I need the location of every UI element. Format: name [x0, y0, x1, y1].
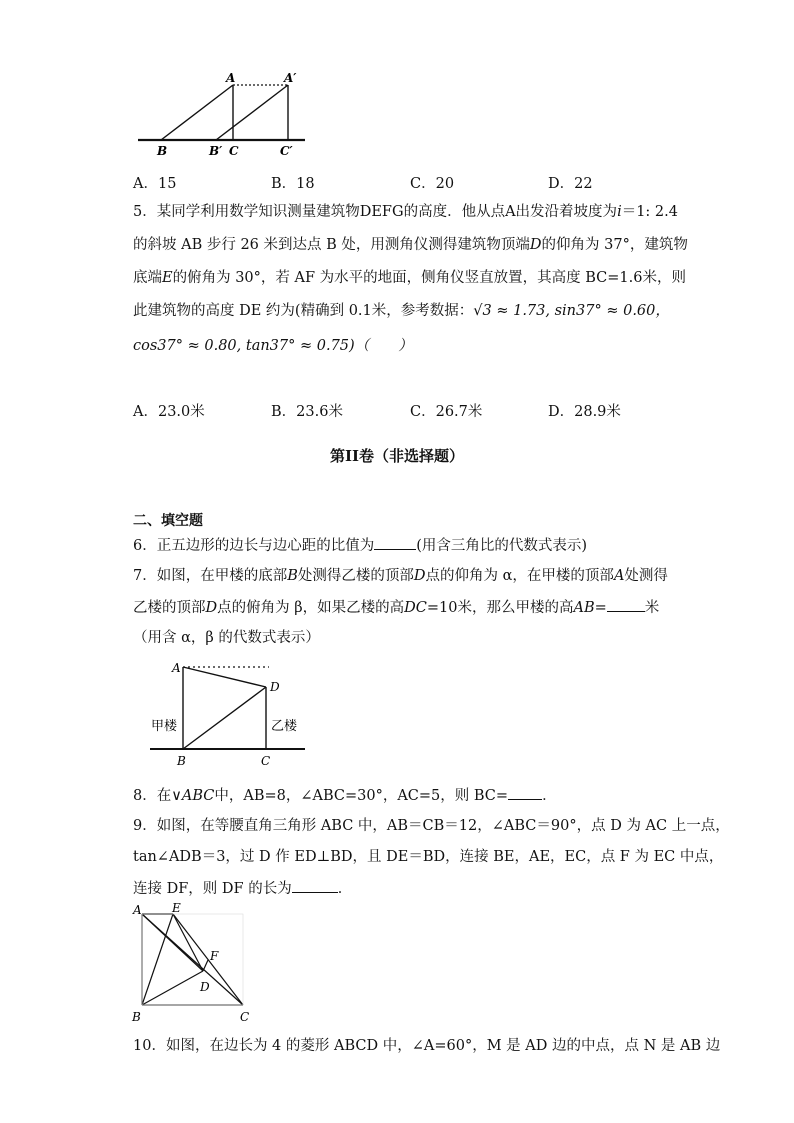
fig2-label-D: D: [270, 680, 280, 694]
fig1-label-A-prime: A′: [284, 71, 297, 85]
figure-slope-translation: [133, 68, 313, 160]
q6-answer-blank: [374, 535, 416, 550]
q7-line-1: 7．如图，在甲楼的底部B处测得乙楼的顶部D点的仰角为 α，在甲楼的顶部A处测得: [133, 568, 668, 584]
q5-line-3: 底端E的俯角为 30°，若 AF 为水平的地面，侧角仪竖直放置，其高度 BC=1.6米，则: [133, 270, 686, 286]
q4-option-b: B．18: [271, 176, 315, 192]
fig1-label-C-prime: C′: [280, 144, 293, 158]
q8-answer-blank: [508, 785, 542, 800]
q7-answer-blank: [607, 597, 645, 612]
figure-two-buildings: [145, 658, 310, 770]
q5-option-b: B．23.6米: [271, 404, 343, 420]
q5-option-c: C．26.7米: [410, 404, 483, 420]
q9-line-1: 9．如图，在等腰直角三角形 ABC 中，AB＝CB＝12，∠ABC＝90°，点 D 为 AC 上一点，: [133, 818, 730, 834]
fig3-label-D: D: [200, 980, 210, 994]
section-title: 第II卷（非选择题）: [329, 447, 465, 465]
q7-line-3: （用含 α，β 的代数式表示）: [133, 630, 320, 646]
fig3-label-B: B: [132, 1010, 141, 1024]
q9-line-3: 连接 DF，则 DF 的长为 ．: [133, 878, 352, 899]
q5-line-5: cos37° ≈ 0.80, tan37° ≈ 0.75)（ ）: [133, 338, 413, 354]
q5-line-1: 5．某同学利用数学知识测量建筑物DEFG的高度．他从点A出发沿着坡度为i＝1: 2.4: [133, 204, 678, 220]
q4-option-a: A．15: [133, 176, 177, 192]
q9-line-2: tan∠ADB＝3，过 D 作 ED⊥BD，且 DE＝BD，连接 BE，AE，EC，点 F 为 EC 中点，: [133, 849, 724, 865]
q5-option-d: D．28.9米: [548, 404, 621, 420]
fig2-label-C: C: [261, 754, 271, 768]
q6-line: 6．正五边形的边长与边心距的比值为 (用含三角比的代数式表示): [133, 535, 587, 556]
q10-line: 10．如图，在边长为 4 的菱形 ABCD 中，∠A=60°，M 是 AD 边的中点，点 N 是 AB 边: [133, 1038, 721, 1054]
fig1-label-A: A: [226, 71, 236, 85]
q5-line-2: 的斜坡 AB 步行 26 米到达点 B 处，用测角仪测得建筑物顶端D的仰角为 37°，建筑物: [133, 237, 688, 253]
q5-line-4: 此建筑物的高度 DE 约为(精确到 0.1米，参考数据：√3 ≈ 1.73, sin37° ≈ 0.60，: [133, 303, 670, 319]
fig2-label-A: A: [172, 661, 181, 675]
q8-line: 8．在∨ABC中，AB=8，∠ABC=30°，AC=5，则 BC= ．: [133, 785, 557, 806]
fig1-label-B-prime: B′: [209, 144, 223, 158]
q9-answer-blank: [292, 878, 338, 893]
fig3-label-C: C: [240, 1010, 250, 1024]
fig3-label-F: F: [210, 949, 219, 963]
fig2-label-building-jia: 甲楼: [151, 719, 178, 734]
fig1-label-B: B: [157, 144, 168, 158]
q5-option-a: A．23.0米: [133, 404, 205, 420]
fig2-label-building-yi: 乙楼: [271, 719, 298, 734]
q4-option-c: C．20: [410, 176, 455, 192]
fig3-label-E: E: [172, 901, 181, 915]
fig3-label-A: A: [133, 903, 142, 917]
part2-heading: 二、填空题: [133, 513, 203, 529]
q4-option-d: D．22: [548, 176, 593, 192]
fig1-label-C: C: [229, 144, 239, 158]
q7-line-2: 乙楼的顶部D点的俯角为 β，如果乙楼的高DC=10米，那么甲楼的高AB= 米: [133, 597, 659, 618]
fig2-label-B: B: [177, 754, 186, 768]
figure-isosceles-right-triangle: [130, 900, 255, 1026]
